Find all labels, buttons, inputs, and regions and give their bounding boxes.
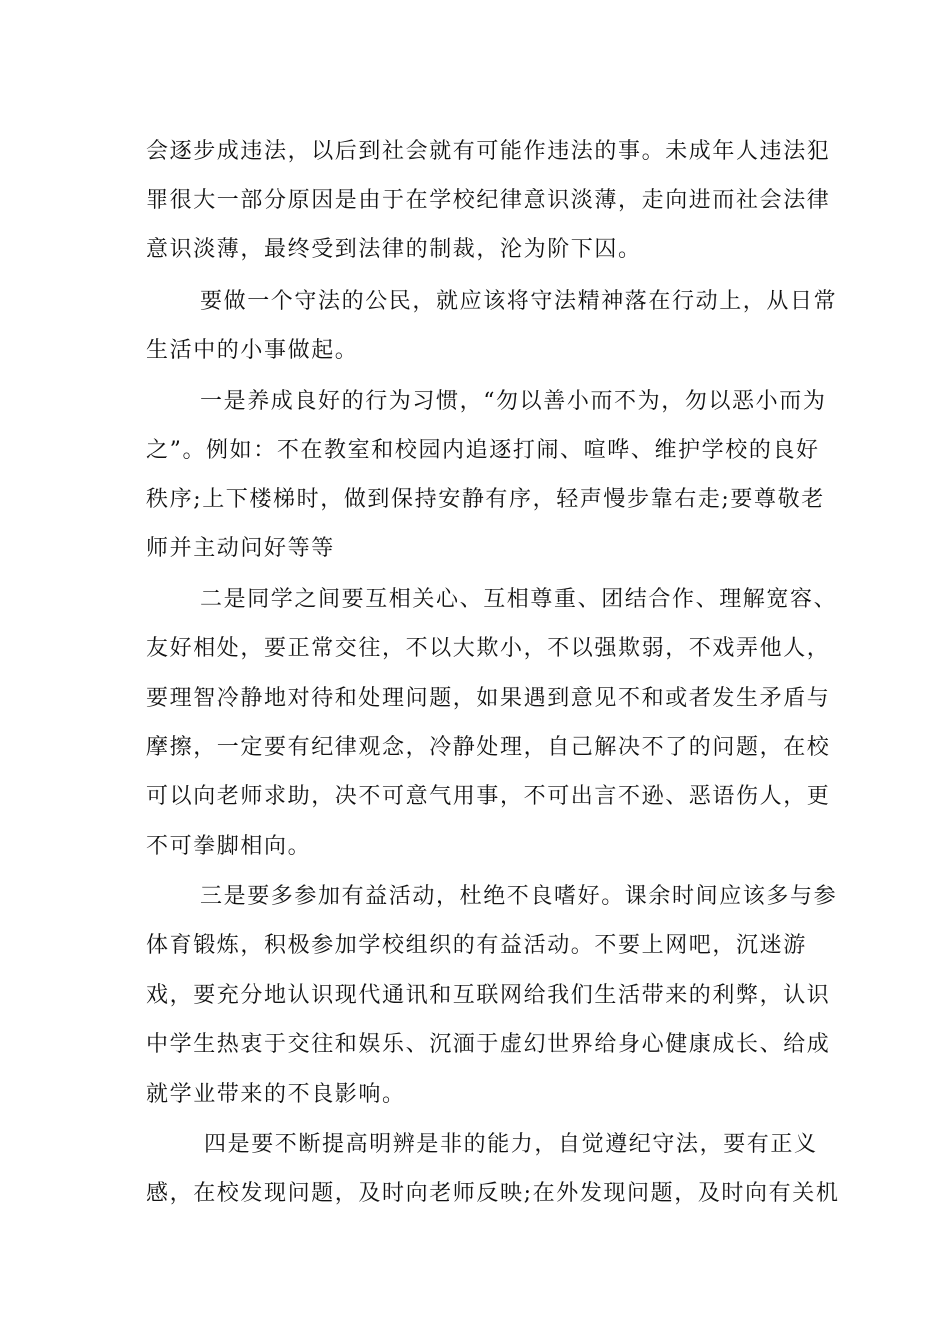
paragraph-start: 一是养成良好的行为习惯，“勿以善小而不为，勿以恶小而为 [200, 389, 827, 414]
text-line: 师并主动问好等等 [146, 536, 335, 561]
text-line: 罪很大一部分原因是由于在学校纪律意识淡薄，走向进而社会法律 [146, 188, 831, 213]
text-line: 感，在校发现问题，及时向老师反映;在外发现问题，及时向有关机 [146, 1181, 840, 1206]
text-line: 意识淡薄，最终受到法律的制裁，沦为阶下囚。 [146, 237, 642, 262]
text-line: 之”。例如：不在教室和校园内追逐打闹、喧哗、维护学校的良好 [146, 438, 820, 463]
paragraph-start: 二是同学之间要互相关心、互相尊重、团结合作、理解宽容、 [200, 587, 838, 612]
text-line: 会逐步成违法，以后到社会就有可能作违法的事。未成年人违法犯 [146, 139, 831, 164]
text-line: 可以向老师求助，决不可意气用事，不可出言不逊、恶语伤人，更 [146, 784, 831, 809]
text-line: 生活中的小事做起。 [146, 338, 359, 363]
paragraph-start: 要做一个守法的公民，就应该将守法精神落在行动上，从日常 [200, 289, 838, 314]
text-line: 体育锻炼，积极参加学校组织的有益活动。不要上网吧，沉迷游 [146, 933, 807, 958]
text-line: 就学业带来的不良影响。 [146, 1082, 406, 1107]
text-line: 摩擦，一定要有纪律观念，冷静处理，自己解决不了的问题，在校 [146, 735, 831, 760]
text-line: 不可拳脚相向。 [146, 834, 312, 859]
text-line: 友好相处，要正常交往，不以大欺小，不以强欺弱，不戏弄他人， [146, 636, 831, 661]
text-line: 秩序;上下楼梯时，做到保持安静有序，轻声慢步靠右走;要尊敬老 [146, 487, 825, 512]
text-line: 中学生热衷于交往和娱乐、沉湎于虚幻世界给身心健康成长、给成 [146, 1032, 831, 1057]
paragraph-start: 四是要不断提高明辨是非的能力，自觉遵纪守法，要有正义 [204, 1132, 818, 1157]
paragraph-start: 三是要多参加有益活动，杜绝不良嗜好。课余时间应该多与参 [200, 884, 838, 909]
text-line: 戏，要充分地认识现代通讯和互联网给我们生活带来的利弊，认识 [146, 983, 831, 1008]
text-line: 要理智冷静地对待和处理问题，如果遇到意见不和或者发生矛盾与 [146, 686, 831, 711]
